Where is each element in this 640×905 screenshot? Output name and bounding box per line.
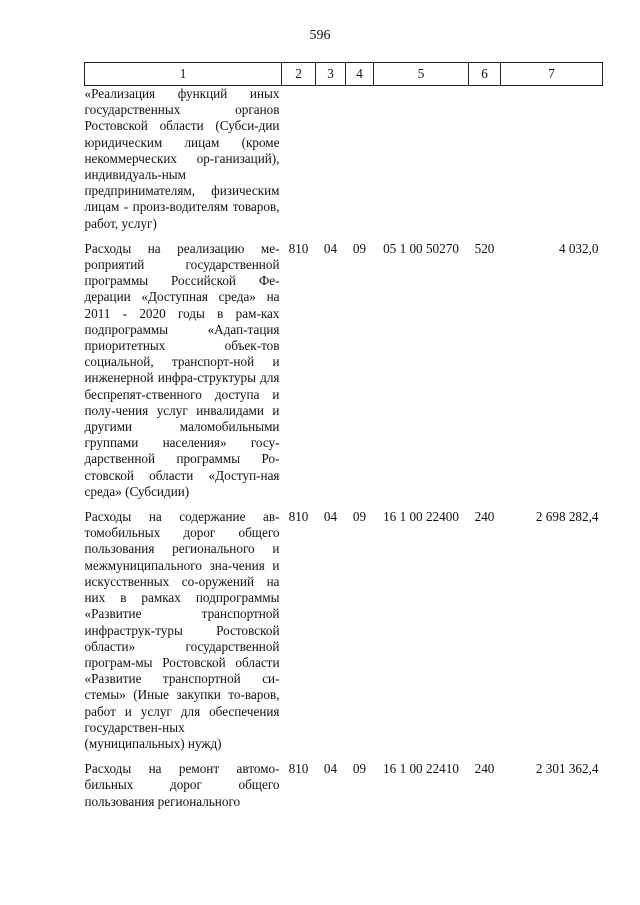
row-description: Расходы на содержание ав-томобильных дорог общего пользования регионального и межмуниципального зна-чения и искусственных со-оружений на них в рамках подпрограммы «Развитие транспортной инфраструк-туры Ростовской области» государственной програм-мы Ростовской области «Развитие транспортной си-стемы» (Иные закупки то-варов, работ и услуг для обеспечения государствен-ных (муниципальных) нужд) xyxy=(84,509,280,751)
table-body xyxy=(85,86,603,819)
row-amount: 2 698 282,4 xyxy=(535,509,599,525)
column-header-6: 6 xyxy=(469,63,501,86)
table-header xyxy=(85,63,603,86)
row-amount: 2 301 362,4 xyxy=(535,761,599,777)
table-row xyxy=(85,509,603,761)
row-target-article: 16 1 00 22400 xyxy=(383,509,459,525)
column-header-3: 3 xyxy=(316,63,346,86)
row-section-code: 04 xyxy=(323,761,338,777)
row-section-code xyxy=(316,86,346,241)
header-row xyxy=(85,63,603,86)
row-subsection-code: 09 xyxy=(352,240,367,256)
row-amount: 4 032,0 xyxy=(558,240,599,256)
row-expense-type: 520 xyxy=(474,240,495,256)
row-description: Расходы на реализацию ме-роприятий государственной программы Российской Фе-дерации «Доступная среда» на 2011 - 2020 годы в рам-ках подпрограммы «Адап-тация приоритетных объек-тов социальной, транспорт-ной и инженерной инфра-структуры для беспрепят-ственного доступа и полу-чения услуг инвалидами и другими маломобильными группами населения» госу-дарственной программы Ро-стовской области «Доступ-ная среда» (Субсидии) xyxy=(84,240,280,499)
row-ministry-code: 810 xyxy=(288,509,309,525)
row-section-code: 04 xyxy=(323,240,338,256)
row-ministry-code xyxy=(282,86,316,241)
row-subsection-code xyxy=(346,86,374,241)
column-header-1: 1 xyxy=(85,63,282,86)
row-section-code: 04 xyxy=(323,509,338,525)
row-ministry-code: 810 xyxy=(288,240,309,256)
row-expense-type: 240 xyxy=(474,509,495,525)
budget-table xyxy=(84,62,603,819)
table-row xyxy=(85,241,603,509)
row-target-article xyxy=(374,86,469,241)
column-header-2: 2 xyxy=(282,63,316,86)
row-subsection-code: 09 xyxy=(352,509,367,525)
row-target-article: 05 1 00 50270 xyxy=(383,240,459,256)
row-ministry-code: 810 xyxy=(288,761,309,777)
column-header-7: 7 xyxy=(501,63,603,86)
row-expense-type xyxy=(469,86,501,241)
row-expense-type: 240 xyxy=(474,761,495,777)
row-target-article: 16 1 00 22410 xyxy=(383,761,459,777)
row-description: Расходы на ремонт автомо-бильных дорог общего пользования регионального xyxy=(84,761,280,809)
column-header-4: 4 xyxy=(346,63,374,86)
row-description: «Реализация функций иных государственных органов Ростовской области (Субси-дии юридическим лицам (кроме некоммерческих ор-ганизаций), индивидуаль-ным предпринимателям, физическим лицам - произ-водителям товаров, работ, услуг) xyxy=(84,86,280,231)
table-row xyxy=(85,761,603,819)
row-subsection-code: 09 xyxy=(352,761,367,777)
row-amount xyxy=(501,86,603,241)
column-header-5: 5 xyxy=(374,63,469,86)
table-row xyxy=(85,86,603,241)
page-number: 596 xyxy=(309,28,331,43)
